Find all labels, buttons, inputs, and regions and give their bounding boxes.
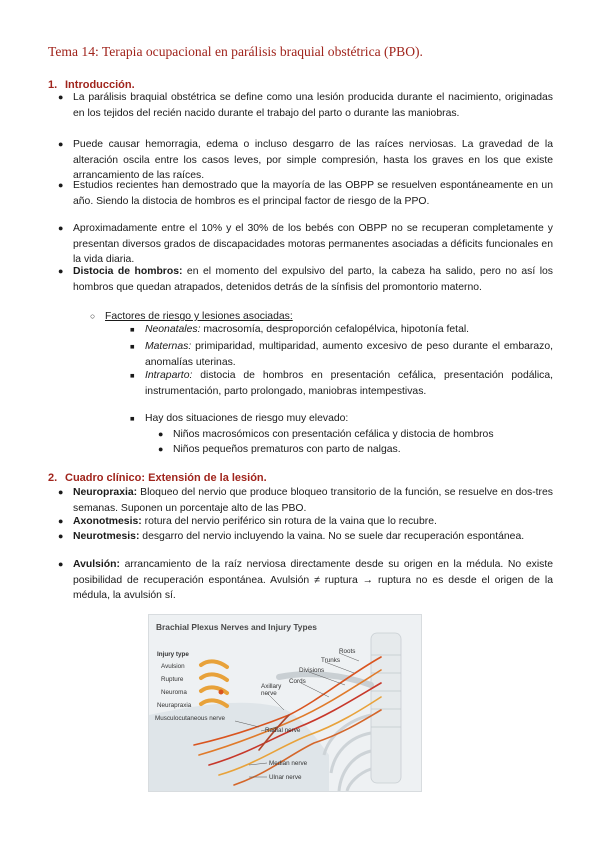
spine-shape — [371, 633, 401, 783]
term-label: Axonotmesis: — [73, 516, 142, 527]
list-item-text: en el momento del expulsivo del parto, la cabeza ha salido, pero no así los hombros que quedan atrapados, detenidos detrás de la sínfisis del promontorio materno. — [73, 266, 553, 293]
musculocutaneous-nerve-label: Musculocutaneous nerve — [155, 715, 226, 722]
risk-subitem — [158, 442, 401, 457]
risk-label: Neonatales: — [145, 324, 201, 335]
brachial-plexus-figure — [148, 614, 422, 792]
cords-label: Cords — [289, 678, 306, 685]
term-label: Neuropraxia: — [73, 487, 138, 498]
list-item — [58, 514, 553, 530]
risk-item — [130, 411, 553, 427]
term-label: Neurotmesis: — [73, 531, 140, 542]
avulsion-label: Avulsion — [161, 663, 185, 670]
square-bullet-icon: ■ — [130, 414, 135, 423]
section-1-number: 1. — [48, 79, 58, 91]
list-item — [58, 529, 553, 545]
risk-item — [130, 368, 553, 399]
injury-type-icons — [201, 661, 227, 706]
square-bullet-icon: ■ — [130, 342, 135, 351]
risk-subitem — [158, 427, 494, 442]
median-nerve-label: Median nerve — [269, 760, 308, 767]
section-1-title: Introducción. — [65, 79, 135, 91]
bullet-icon: ● — [58, 516, 64, 526]
list-item — [58, 90, 553, 121]
list-item — [58, 178, 553, 209]
bullet-icon: ● — [158, 429, 164, 439]
risk-subitem-text: Niños macrosómicos con presentación cefálica y distocia de hombros — [173, 429, 494, 440]
risk-text: macrosomía, desproporción cefalopélvica, hipotonía fetal. — [200, 324, 470, 335]
list-item — [58, 485, 553, 516]
bullet-icon: ● — [58, 180, 64, 190]
sub-heading-text: Factores de riesgo y lesiones asociadas: — [105, 311, 293, 322]
neuroma-label: Neuroma — [161, 689, 187, 696]
term-label: Avulsión: — [73, 559, 120, 570]
risk-label: Maternas: — [145, 341, 192, 352]
bullet-icon: ● — [58, 487, 64, 497]
risk-text: primiparidad, multiparidad, aumento excesivo de peso durante el embarazo, anomalías uterinas. — [145, 341, 553, 368]
list-item-text: desgarro del nervio incluyendo la vaina. No se suele dar recuperación espontánea. — [139, 531, 525, 542]
square-bullet-icon: ■ — [130, 325, 135, 334]
list-item-text: Bloqueo del nervio que produce bloqueo transitorio de la función, se resuelve en dos-tres semanas. Suponen un porcentaje alto de las PBO. — [73, 487, 553, 514]
list-item-text: arrancamiento de la raíz nerviosa directamente desde su origen en la médula. No existe posibilidad de recuperación espontánea. Avulsión ≠ ruptura → ruptura no es desde el origen de la médula, la avulsión sí. — [73, 559, 553, 602]
list-item-text: Puede causar hemorragia, edema o incluso desgarro de las raíces nerviosas. La gravedad de la alteración oscila entre los casos leves, por simple compresión, hasta los graves en los que existe arrancamiento de las raíces. — [73, 139, 553, 182]
divisions-label: Divisions — [299, 667, 325, 674]
section-2-title: Cuadro clínico: Extensión de la lesión. — [65, 472, 267, 484]
list-item-text: La parálisis braquial obstétrica se define como una lesión producida durante el nacimiento, originadas en los tejidos del recién nacido durante el trabajo del parto o durante las maniobras. — [73, 92, 553, 119]
bullet-icon: ● — [58, 559, 64, 569]
bullet-icon: ● — [158, 444, 164, 454]
list-item — [58, 264, 553, 295]
axillary-nerve-label: Axillary nerve — [261, 683, 282, 697]
list-item — [58, 221, 553, 268]
section-2-heading — [48, 472, 267, 484]
neurapraxia-label: Neurapraxia — [157, 702, 192, 709]
roots-label: Roots — [339, 648, 356, 655]
risk-text: Hay dos situaciones de riesgo muy elevado: — [145, 413, 349, 424]
ulnar-nerve-label: Ulnar nerve — [269, 774, 302, 781]
list-item — [58, 557, 553, 604]
list-item-text: rotura del nervio periférico sin rotura de la vaina que lo recubre. — [141, 516, 437, 527]
list-item-text: Estudios recientes han demostrado que la mayoría de las OBPP se resuelven espontáneamente en un año. Siendo la distocia de hombros es el principal factor de riesgo de la PPO. — [73, 180, 553, 207]
risk-item — [130, 339, 553, 370]
injury-type-label: Injury type — [157, 651, 189, 658]
list-item-text: Aproximadamente entre el 10% y el 30% de los bebés con OBPP no se recuperan completamente y presentan diversos grados de discapacidades motoras permanentes asociadas a déficits funcionales en la vida diaria. — [73, 223, 553, 266]
bullet-icon: ● — [58, 266, 64, 276]
risk-subitem-text: Niños pequeños prematuros con parto de nalgas. — [173, 444, 401, 455]
list-item — [58, 137, 553, 184]
circle-bullet-icon: ○ — [90, 311, 96, 321]
term-label: Distocia de hombros: — [73, 266, 183, 277]
risk-text: distocia de hombros en presentación cefálica, presentación podálica, instrumentación, parto prolongado, maniobras intempestivas. — [145, 370, 553, 397]
radial-nerve-label: Radial nerve — [265, 727, 301, 734]
figure-title: Brachial Plexus Nerves and Injury Types — [156, 622, 317, 632]
bullet-icon: ● — [58, 531, 64, 541]
risk-label: Intraparto: — [145, 370, 193, 381]
risk-item — [130, 322, 553, 338]
bullet-icon: ● — [58, 92, 64, 102]
page-title: Tema 14: Terapia ocupacional en parálisis braquial obstétrica (PBO). — [48, 44, 423, 59]
bullet-icon: ● — [58, 139, 64, 149]
bullet-icon: ● — [58, 223, 64, 233]
rupture-label: Rupture — [161, 676, 184, 683]
section-2-number: 2. — [48, 472, 58, 484]
square-bullet-icon: ■ — [130, 371, 135, 380]
trunks-label: Trunks — [321, 657, 341, 664]
